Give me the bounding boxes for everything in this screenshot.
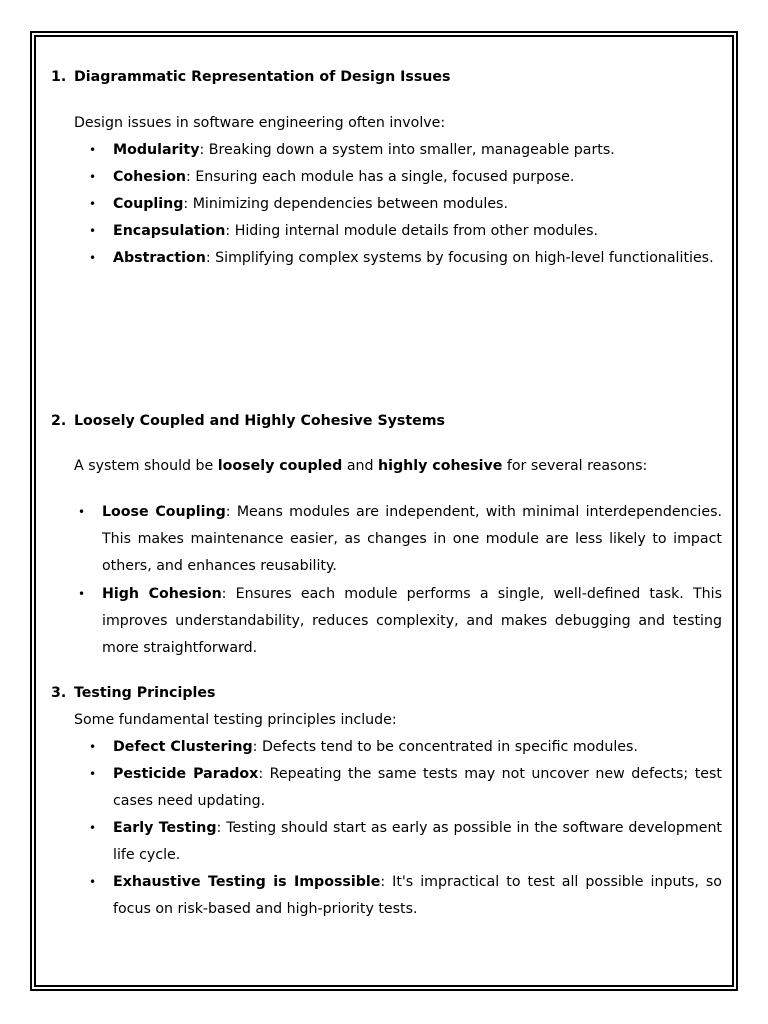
list-item-term: High Cohesion bbox=[102, 586, 222, 602]
list-item-term: Early Testing bbox=[113, 820, 217, 836]
bullet-icon: • bbox=[89, 875, 97, 889]
section-3-list bbox=[89, 734, 722, 923]
bullet-icon: • bbox=[89, 197, 97, 211]
list-item-text: : Simplifying complex systems by focusing on high-level functionalities. bbox=[205, 250, 714, 266]
list-item-text: : Defects tend to be concentrated in specific modules. bbox=[252, 739, 638, 755]
bullet-icon: • bbox=[89, 821, 97, 835]
list-item-term: Cohesion bbox=[113, 169, 187, 185]
list-item-term: Pesticide Paradox bbox=[113, 766, 259, 782]
list-item-text: : Ensures each module performs a single, well-defined task. This improves understandability, reduces complexity, and makes debugging and testing more straightforward. bbox=[102, 586, 723, 656]
intro-text: and bbox=[342, 458, 379, 474]
list-item-text: : Breaking down a system into smaller, manageable parts. bbox=[199, 142, 615, 158]
list-item-text: : It's impractical to test all possible inputs, so focus on risk-based and high-priority tests. bbox=[113, 874, 722, 917]
list-item bbox=[89, 218, 722, 245]
list-item bbox=[89, 761, 722, 815]
list-item-term: Loose Coupling bbox=[102, 504, 226, 520]
list-item-term: Coupling bbox=[113, 196, 184, 212]
bullet-icon: • bbox=[78, 505, 86, 519]
section-1-number: 1. bbox=[51, 69, 67, 85]
list-item bbox=[89, 137, 722, 164]
section-2-heading bbox=[51, 413, 445, 429]
list-item-text: : Repeating the same tests may not uncover new defects; test cases need updating. bbox=[113, 766, 722, 809]
section-2-title: Loosely Coupled and Highly Cohesive Systems bbox=[74, 413, 446, 429]
bullet-icon: • bbox=[89, 224, 97, 238]
section-1-intro: Design issues in software engineering often involve: bbox=[74, 115, 446, 131]
section-3-number: 3. bbox=[51, 685, 67, 701]
intro-bold-loosely-coupled: loosely coupled bbox=[217, 458, 343, 474]
bullet-icon: • bbox=[89, 767, 97, 781]
bullet-icon: • bbox=[89, 251, 97, 265]
list-item-term: Defect Clustering bbox=[113, 739, 253, 755]
list-item bbox=[89, 164, 722, 191]
list-item bbox=[89, 734, 722, 761]
list-item bbox=[89, 245, 722, 272]
bullet-icon: • bbox=[78, 587, 86, 601]
section-2-list bbox=[78, 499, 723, 662]
list-item bbox=[78, 581, 723, 662]
intro-text: A system should be bbox=[74, 458, 218, 474]
list-item-text: : Testing should start as early as possible in the software development life cycle. bbox=[113, 820, 722, 863]
list-item bbox=[89, 815, 722, 869]
intro-text: for several reasons: bbox=[502, 458, 648, 474]
list-item-term: Encapsulation bbox=[113, 223, 226, 239]
list-item-text: : Ensuring each module has a single, focused purpose. bbox=[186, 169, 575, 185]
list-item-term: Exhaustive Testing is Impossible bbox=[113, 874, 381, 890]
bullet-icon: • bbox=[89, 740, 97, 754]
list-item-text: : Minimizing dependencies between modules. bbox=[183, 196, 508, 212]
section-1-title: Diagrammatic Representation of Design Issues bbox=[74, 69, 451, 85]
intro-bold-highly-cohesive: highly cohesive bbox=[378, 458, 503, 474]
section-3-heading bbox=[51, 685, 215, 701]
bullet-icon: • bbox=[89, 170, 97, 184]
list-item bbox=[89, 869, 722, 923]
list-item bbox=[89, 191, 722, 218]
section-1-heading bbox=[51, 69, 450, 85]
list-item-text: : Means modules are independent, with minimal interdependencies. This makes maintenance easier, as changes in one module are less likely to impact others, and enhances reusability. bbox=[102, 504, 722, 574]
list-item-term: Modularity bbox=[113, 142, 200, 158]
section-1-list bbox=[89, 137, 722, 272]
section-2-intro bbox=[74, 458, 647, 474]
list-item bbox=[78, 499, 722, 580]
section-3-intro: Some fundamental testing principles include: bbox=[74, 712, 397, 728]
section-3-title: Testing Principles bbox=[74, 685, 216, 701]
bullet-icon: • bbox=[89, 143, 97, 157]
list-item-text: : Hiding internal module details from other modules. bbox=[225, 223, 599, 239]
section-2-number: 2. bbox=[51, 413, 67, 429]
list-item-term: Abstraction bbox=[113, 250, 206, 266]
